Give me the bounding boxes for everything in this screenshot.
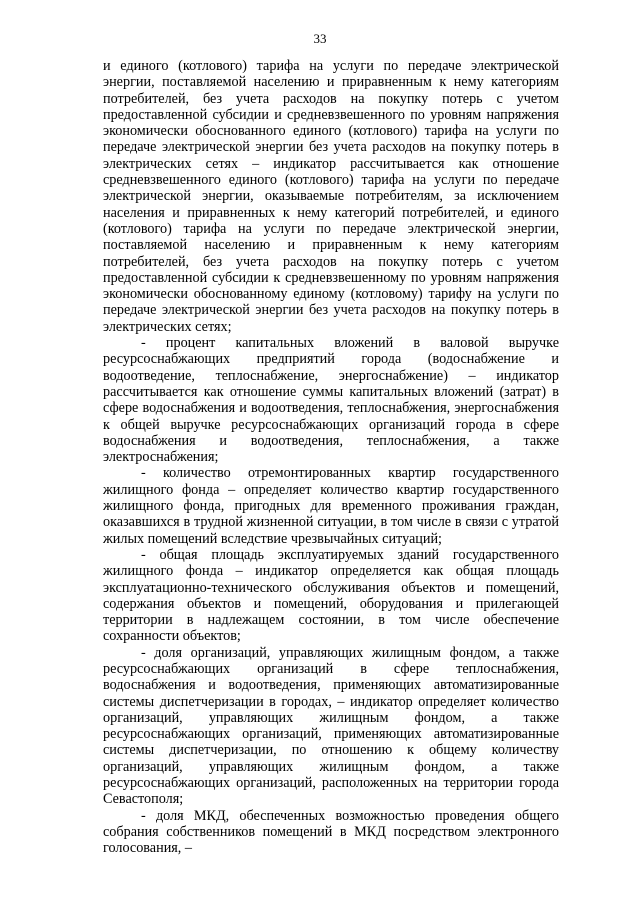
paragraph-dispatch-systems-share: - доля организаций, управляющих жилищным фондом, а также ресурсоснабжающих организаций в сфере теплоснабжения, водоснабжения и водоотведения, применяющих автоматизированные системы диспетчеризации в городах, – индикатор определяет количество организаций, управляющих жилищным фондом, а также ресурсоснабжающих организаций, применяющих автоматизированные системы диспетчеризации, по отношению к общему количеству организаций, управляющих жилищным фондом, а также ресурсоснабжающих организаций, расположенных на территории города Севастополя; xyxy=(103,644,559,808)
document-body xyxy=(103,58,559,857)
paragraph-electronic-voting-share: - доля МКД, обеспеченных возможностью проведения общего собрания собственников помещений в МКД посредством электронного голосования, – xyxy=(103,807,559,857)
paragraph-repaired-apartments-count: - количество отремонтированных квартир государственного жилищного фонда – определяет количество квартир государственного жилищного фонда, пригодных для временного проживания граждан, оказавшихся в трудной жизненной ситуации, в том числе в связи с утратой жилых помещений вследствие чрезвычайных ситуаций; xyxy=(103,465,559,547)
paragraph-tariff-indicator-continuation: и единого (котлового) тарифа на услуги по передаче электрической энергии, поставляемой населению и приравненным к нему категориям потребителей, без учета расходов на покупку потерь с учетом предоставленной субсидии и средневзвешенного по уровням напряжения экономически обоснованного единого (котлового) тарифа на услуги по передаче электрической энергии без учета расходов на покупку потерь в электрических сетях – индикатор рассчитывается как отношение средневзвешенного единого (котлового) тарифа на услуги по передаче электрической энергии, оказываемые потребителям, за исключением населения и приравненных к нему категорий потребителей, и единого (котлового) тарифа на услуги по передаче электрической энергии, поставляемой населению и приравненным к нему категориям потребителей, без учета расходов на покупку потерь с учетом предоставленной субсидии к средневзвешенному по уровням напряжения экономически обоснованному единому (котловому) тарифу на услуги по передаче электрической энергии без учета расходов на покупку потерь в электрических сетях; xyxy=(103,58,559,335)
paragraph-capital-investment-percent: - процент капитальных вложений в валовой выручке ресурсоснабжающих предприятий города (водоснабжение и водоотведение, теплоснабжение, энергоснабжение) – индикатор рассчитывается как отношение суммы капитальных вложений (затрат) в сфере водоснабжения и водоотведения, теплоснабжения, энергоснабжения к общей выручке ресурсоснабжающих организаций города в сфере водоснабжения и водоотведения, теплоснабжения, а также электроснабжения; xyxy=(103,335,559,466)
page-number: 33 xyxy=(313,31,327,46)
paragraph-housing-fund-area: - общая площадь эксплуатируемых зданий государственного жилищного фонда – индикатор определяется как общая площадь эксплуатационно-технического обслуживания объектов и помещений, содержания объектов и помещений, оборудования и прилегающей территории в надлежащем состоянии, в том числе обеспечение сохранности объектов; xyxy=(103,546,559,645)
